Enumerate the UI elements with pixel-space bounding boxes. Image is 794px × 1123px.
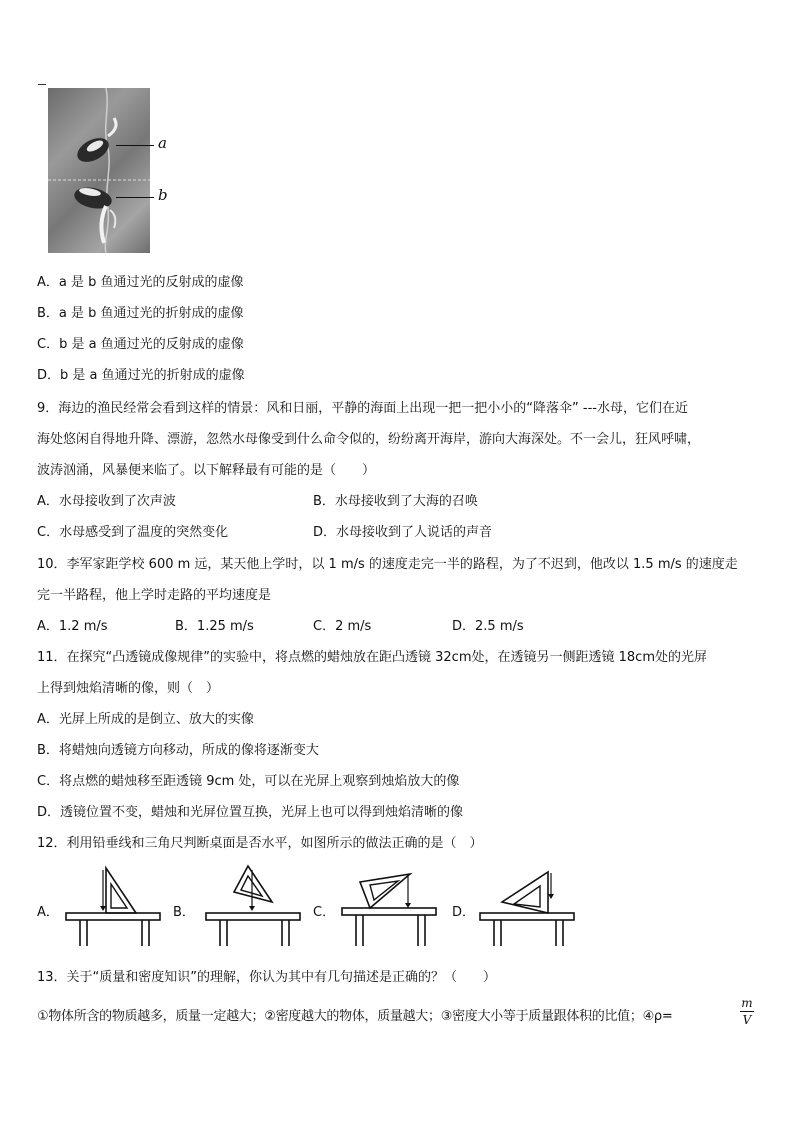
pointer-line-b xyxy=(116,197,154,198)
fraction-numerator: m xyxy=(741,996,753,1010)
q9-stem-line-3: 波涛汹涌，风暴便来临了。以下解释最有可能的是（ ） xyxy=(37,463,376,478)
q11-option-d: D．透镜位置不变，蜡烛和光屏位置互换，光屏上也可以得到烛焰清晰的像 xyxy=(37,805,464,820)
q13-statements: ①物体所含的物质越多，质量一定越大；②密度越大的物体，质量越大；③密度大小等于质量跟体积的比值；④ρ= xyxy=(37,1009,673,1024)
q9-stem-line-1: 9．海边的渔民经常会看到这样的情景：风和日丽，平静的海面上出现一把一把小小的“降落伞” ---水母，它们在近 xyxy=(37,401,688,416)
q11-option-b: B．将蜡烛向透镜方向移动，所成的像将逐渐变大 xyxy=(37,743,319,758)
q9-option-a: A．水母接收到了次声波 xyxy=(37,494,176,509)
q11-option-a: A．光屏上所成的是倒立、放大的实像 xyxy=(37,712,254,727)
pointer-line-a xyxy=(116,145,154,146)
q11-stem-line-1: 11．在探究“凸透镜成像规律”的实验中，将点燃的蜡烛放在距凸透镜 32cm处，在透镜另一侧距透镜 18cm处的光屏 xyxy=(37,650,707,665)
q12-figure-a xyxy=(62,862,164,948)
q12-stem: 12．利用铅垂线和三角尺判断桌面是否水平，如图所示的做法正确的是（ ） xyxy=(37,836,483,851)
fish-photo xyxy=(48,88,150,253)
q10-option-b: B．1.25 m/s xyxy=(175,619,254,634)
q9-option-d: D．水母接收到了人说话的声音 xyxy=(313,525,493,540)
q8-option-c: C．b 是 a 鱼通过光的反射成的虚像 xyxy=(37,337,244,352)
density-fraction xyxy=(740,996,754,1027)
corner-mark xyxy=(38,84,46,85)
q12-figure-b xyxy=(202,862,304,948)
q12-label-c: C． xyxy=(313,905,336,920)
q12-figure-d xyxy=(476,862,578,948)
q10-stem-line-2: 完一半路程，他上学时走路的平均速度是 xyxy=(37,588,272,603)
figure-label-a: a xyxy=(158,134,167,152)
q9-option-c: C．水母感受到了温度的突然变化 xyxy=(37,525,229,540)
q13-stem: 13．关于“质量和密度知识”的理解，你认为其中有几句描述是正确的？（ ） xyxy=(37,970,497,985)
q11-option-c: C．将点燃的蜡烛移至距透镜 9cm 处，可以在光屏上观察到烛焰放大的像 xyxy=(37,774,460,789)
q10-option-a: A．1.2 m/s xyxy=(37,619,108,634)
q9-option-b: B．水母接收到了大海的召唤 xyxy=(313,494,478,509)
q8-option-d: D．b 是 a 鱼通过光的折射成的虚像 xyxy=(37,368,245,383)
q12-label-a: A． xyxy=(37,905,59,920)
q10-option-c: C．2 m/s xyxy=(313,619,372,634)
q12-label-d: D． xyxy=(452,905,476,920)
fraction-bar xyxy=(740,1011,754,1012)
q12-label-b: B． xyxy=(173,905,195,920)
q11-stem-line-2: 上得到烛焰清晰的像，则（ ） xyxy=(37,681,220,696)
figure-label-b: b xyxy=(158,186,168,204)
q10-stem-line-1: 10．李军家距学校 600 m 远，某天他上学时，以 1 m/s 的速度走完一半的路程，为了不迟到，他改以 1.5 m/s 的速度走 xyxy=(37,557,738,572)
fraction-denominator: V xyxy=(742,1013,752,1027)
q10-option-d: D．2.5 m/s xyxy=(452,619,524,634)
q12-figure-c xyxy=(338,862,440,948)
q8-option-a: A．a 是 b 鱼通过光的反射成的虚像 xyxy=(37,275,244,290)
q9-stem-line-2: 海处悠闲自得地升降、漂游，忽然水母像受到什么命令似的，纷纷离开海岸，游向大海深处。不一会儿，狂风呼啸， xyxy=(37,432,701,447)
q8-option-b: B．a 是 b 鱼通过光的折射成的虚像 xyxy=(37,306,244,321)
